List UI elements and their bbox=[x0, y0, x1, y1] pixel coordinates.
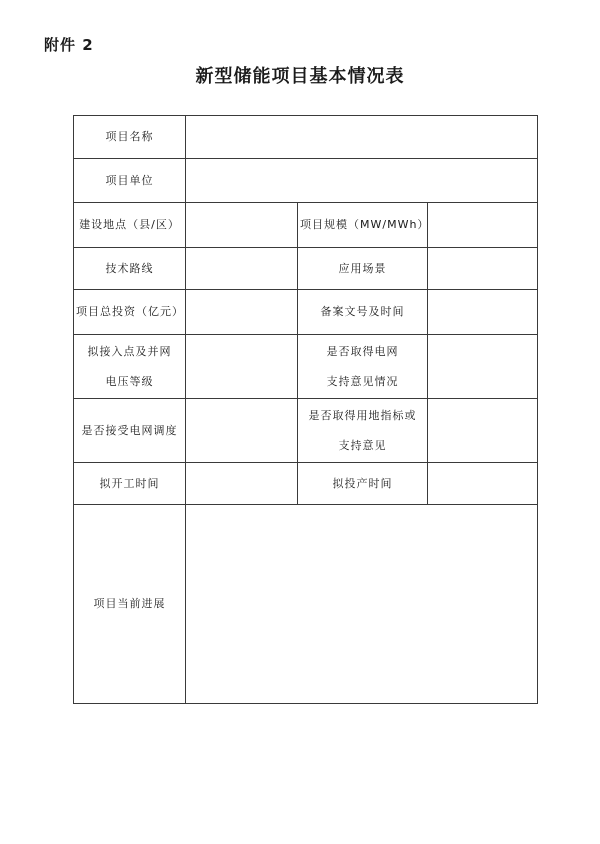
value-grid-access[interactable] bbox=[186, 335, 298, 399]
label-land-line1: 是否取得用地指标或 bbox=[308, 408, 417, 422]
value-project-unit[interactable] bbox=[186, 159, 538, 203]
label-progress: 项目当前进展 bbox=[74, 505, 186, 704]
value-tech-route[interactable] bbox=[186, 248, 298, 290]
label-project-unit: 项目单位 bbox=[74, 159, 186, 203]
value-application[interactable] bbox=[428, 248, 538, 290]
value-progress[interactable] bbox=[186, 505, 538, 704]
value-scale[interactable] bbox=[428, 203, 538, 248]
value-investment[interactable] bbox=[186, 290, 298, 335]
attachment-label: 附件 2 bbox=[44, 36, 94, 54]
label-scale: 项目规模（MW/MWh） bbox=[298, 203, 428, 248]
label-grid-opinion bbox=[298, 335, 428, 399]
value-grid-opinion[interactable] bbox=[428, 335, 538, 399]
value-operation-time[interactable] bbox=[428, 463, 538, 505]
label-grid-opinion-line2: 支持意见情况 bbox=[326, 374, 399, 388]
value-filing[interactable] bbox=[428, 290, 538, 335]
label-grid-access-line1: 拟接入点及并网 bbox=[87, 344, 172, 358]
value-start-time[interactable] bbox=[186, 463, 298, 505]
project-info-table bbox=[73, 115, 538, 704]
value-land[interactable] bbox=[428, 399, 538, 463]
label-project-name: 项目名称 bbox=[74, 116, 186, 159]
label-filing: 备案文号及时间 bbox=[298, 290, 428, 335]
label-dispatch: 是否接受电网调度 bbox=[74, 399, 186, 463]
label-tech-route: 技术路线 bbox=[74, 248, 186, 290]
label-land bbox=[298, 399, 428, 463]
value-location[interactable] bbox=[186, 203, 298, 248]
value-dispatch[interactable] bbox=[186, 399, 298, 463]
label-operation-time: 拟投产时间 bbox=[298, 463, 428, 505]
label-grid-access-line2: 电压等级 bbox=[105, 374, 154, 388]
label-investment: 项目总投资（亿元） bbox=[74, 290, 186, 335]
label-start-time: 拟开工时间 bbox=[74, 463, 186, 505]
label-location: 建设地点（县/区） bbox=[74, 203, 186, 248]
value-project-name[interactable] bbox=[186, 116, 538, 159]
label-land-line2: 支持意见 bbox=[338, 438, 387, 452]
page-title: 新型储能项目基本情况表 bbox=[195, 66, 405, 87]
label-application: 应用场景 bbox=[298, 248, 428, 290]
label-grid-opinion-line1: 是否取得电网 bbox=[326, 344, 399, 358]
label-grid-access bbox=[74, 335, 186, 399]
